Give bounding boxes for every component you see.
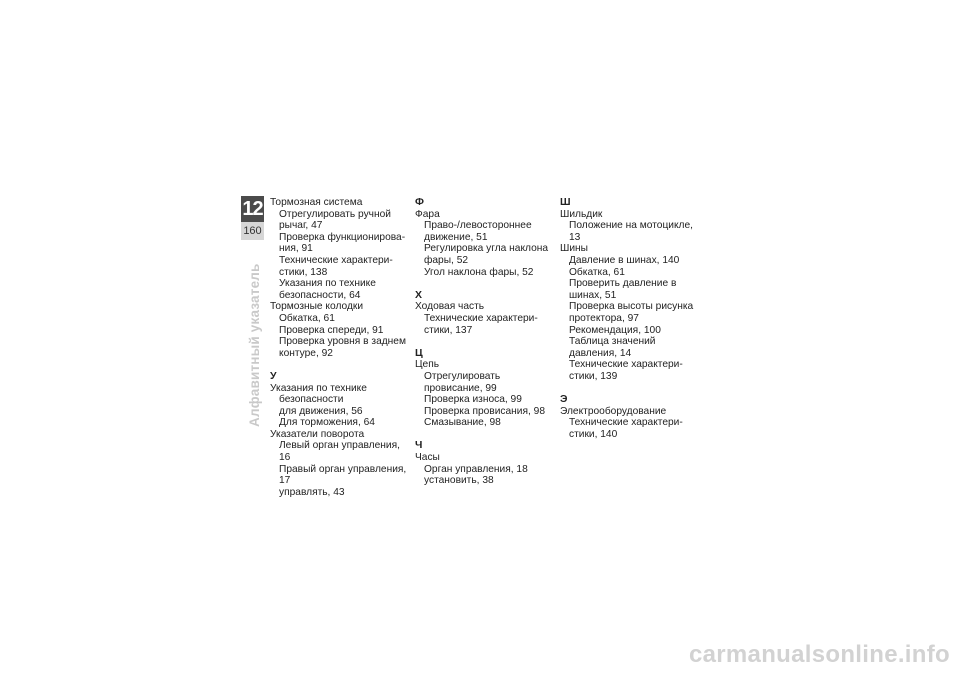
- index-term: Шильдик: [560, 208, 603, 220]
- index-subentry: шинах, 51: [569, 289, 617, 301]
- index-subentry: Рекомендация, 100: [569, 324, 661, 336]
- index-subentry: стики, 137: [424, 324, 473, 336]
- index-letter-heading: Ч: [415, 439, 423, 452]
- index-subentry: Проверка функционирова-: [279, 231, 406, 243]
- index-subentry: Технические характери-: [569, 359, 683, 371]
- index-subentry: протектора, 97: [569, 312, 639, 324]
- section-gap: [415, 336, 555, 348]
- index-term: Указания по технике: [270, 382, 367, 394]
- page-number: 160: [241, 222, 264, 240]
- section-gap: [415, 278, 555, 290]
- index-subentry: давления, 14: [569, 347, 632, 359]
- index-term: Тормозная система: [270, 197, 363, 208]
- index-column-1: [270, 197, 410, 498]
- index-subentry: Проверка провисания, 98: [424, 405, 545, 417]
- index-subentry: стики, 140: [569, 428, 618, 440]
- index-subentry: Левый орган управления, 16: [279, 440, 400, 464]
- index-subentry: фары, 52: [424, 254, 469, 266]
- index-term: Указатели поворота: [270, 428, 365, 440]
- index-term: Ходовая часть: [415, 301, 485, 313]
- index-subentry: Обкатка, 61: [279, 312, 335, 324]
- index-subentry: стики, 139: [569, 370, 618, 382]
- section-gap: [415, 429, 555, 441]
- index-subentry: провисание, 99: [424, 382, 497, 394]
- section-gap: [270, 359, 410, 371]
- index-subentry: управлять, 43: [279, 486, 345, 498]
- index-term: Часы: [415, 452, 440, 464]
- index-letter-heading: Ц: [415, 346, 423, 359]
- index-letter-heading: Э: [560, 393, 568, 406]
- index-subentry: Для торможения, 64: [279, 417, 375, 429]
- index-column-3: [560, 197, 700, 440]
- index-subentry: Давление в шинах, 140: [569, 254, 680, 266]
- index-subentry: движение, 51: [424, 231, 488, 243]
- index-subentry: установить, 38: [424, 475, 494, 487]
- index-subentry: для движения, 56: [279, 405, 363, 417]
- index-letter-heading: Ш: [560, 196, 571, 208]
- index-term: Цепь: [415, 359, 440, 371]
- index-subentry: Орган управления, 18: [424, 463, 528, 475]
- index-term: Тормозные колодки: [270, 301, 364, 313]
- index-term: Шины: [560, 243, 588, 255]
- index-subentry: безопасности, 64: [279, 289, 361, 301]
- index-subentry: Право-/левостороннее: [424, 220, 532, 232]
- index-subentry: ния, 91: [279, 243, 313, 255]
- index-letter-heading: Ф: [415, 196, 424, 208]
- index-subentry: Проверить давление в: [569, 278, 677, 290]
- index-column-2: [415, 197, 555, 487]
- chapter-number: 12: [242, 198, 263, 220]
- index-subentry: Смазывание, 98: [424, 417, 501, 429]
- index-subentry: Регулировка угла наклона: [424, 243, 549, 255]
- index-term: Электрооборудование: [560, 405, 667, 417]
- index-subentry: Положение на мотоцикле, 13: [569, 220, 693, 243]
- index-subentry: безопасности: [279, 394, 344, 406]
- index-subentry: Проверка высоты рисунка: [569, 301, 694, 313]
- chapter-tab: [241, 196, 264, 240]
- index-subentry: Правый орган управления, 17: [279, 463, 407, 487]
- index-subentry: Технические характери-: [569, 417, 683, 429]
- index-term: Фара: [415, 208, 440, 220]
- index-subentry: Технические характери-: [424, 312, 538, 324]
- index-subentry: Проверка износа, 99: [424, 394, 522, 406]
- index-subentry: Отрегулировать ручной: [279, 208, 391, 220]
- index-letter-heading: Х: [415, 288, 423, 301]
- index-subentry: рычаг, 47: [279, 220, 323, 232]
- index-subentry: Угол наклона фары, 52: [424, 266, 534, 278]
- index-letter-heading: У: [270, 369, 277, 382]
- index-subentry: Проверка спереди, 91: [279, 324, 384, 336]
- index-subentry: Указания по технике: [279, 278, 376, 290]
- index-subentry: Отрегулировать: [424, 370, 501, 382]
- chapter-title: Алфавитный указатель: [247, 263, 262, 427]
- index-subentry: Таблица значений: [569, 336, 656, 348]
- index-subentry: контуре, 92: [279, 347, 333, 359]
- index-subentry: Обкатка, 61: [569, 266, 625, 278]
- watermark: carmanualsonline.info: [688, 641, 950, 668]
- index-subentry: стики, 138: [279, 266, 328, 278]
- index-subentry: Проверка уровня в заднем: [279, 336, 406, 348]
- index-subentry: Технические характери-: [279, 254, 393, 266]
- section-gap: [560, 383, 700, 395]
